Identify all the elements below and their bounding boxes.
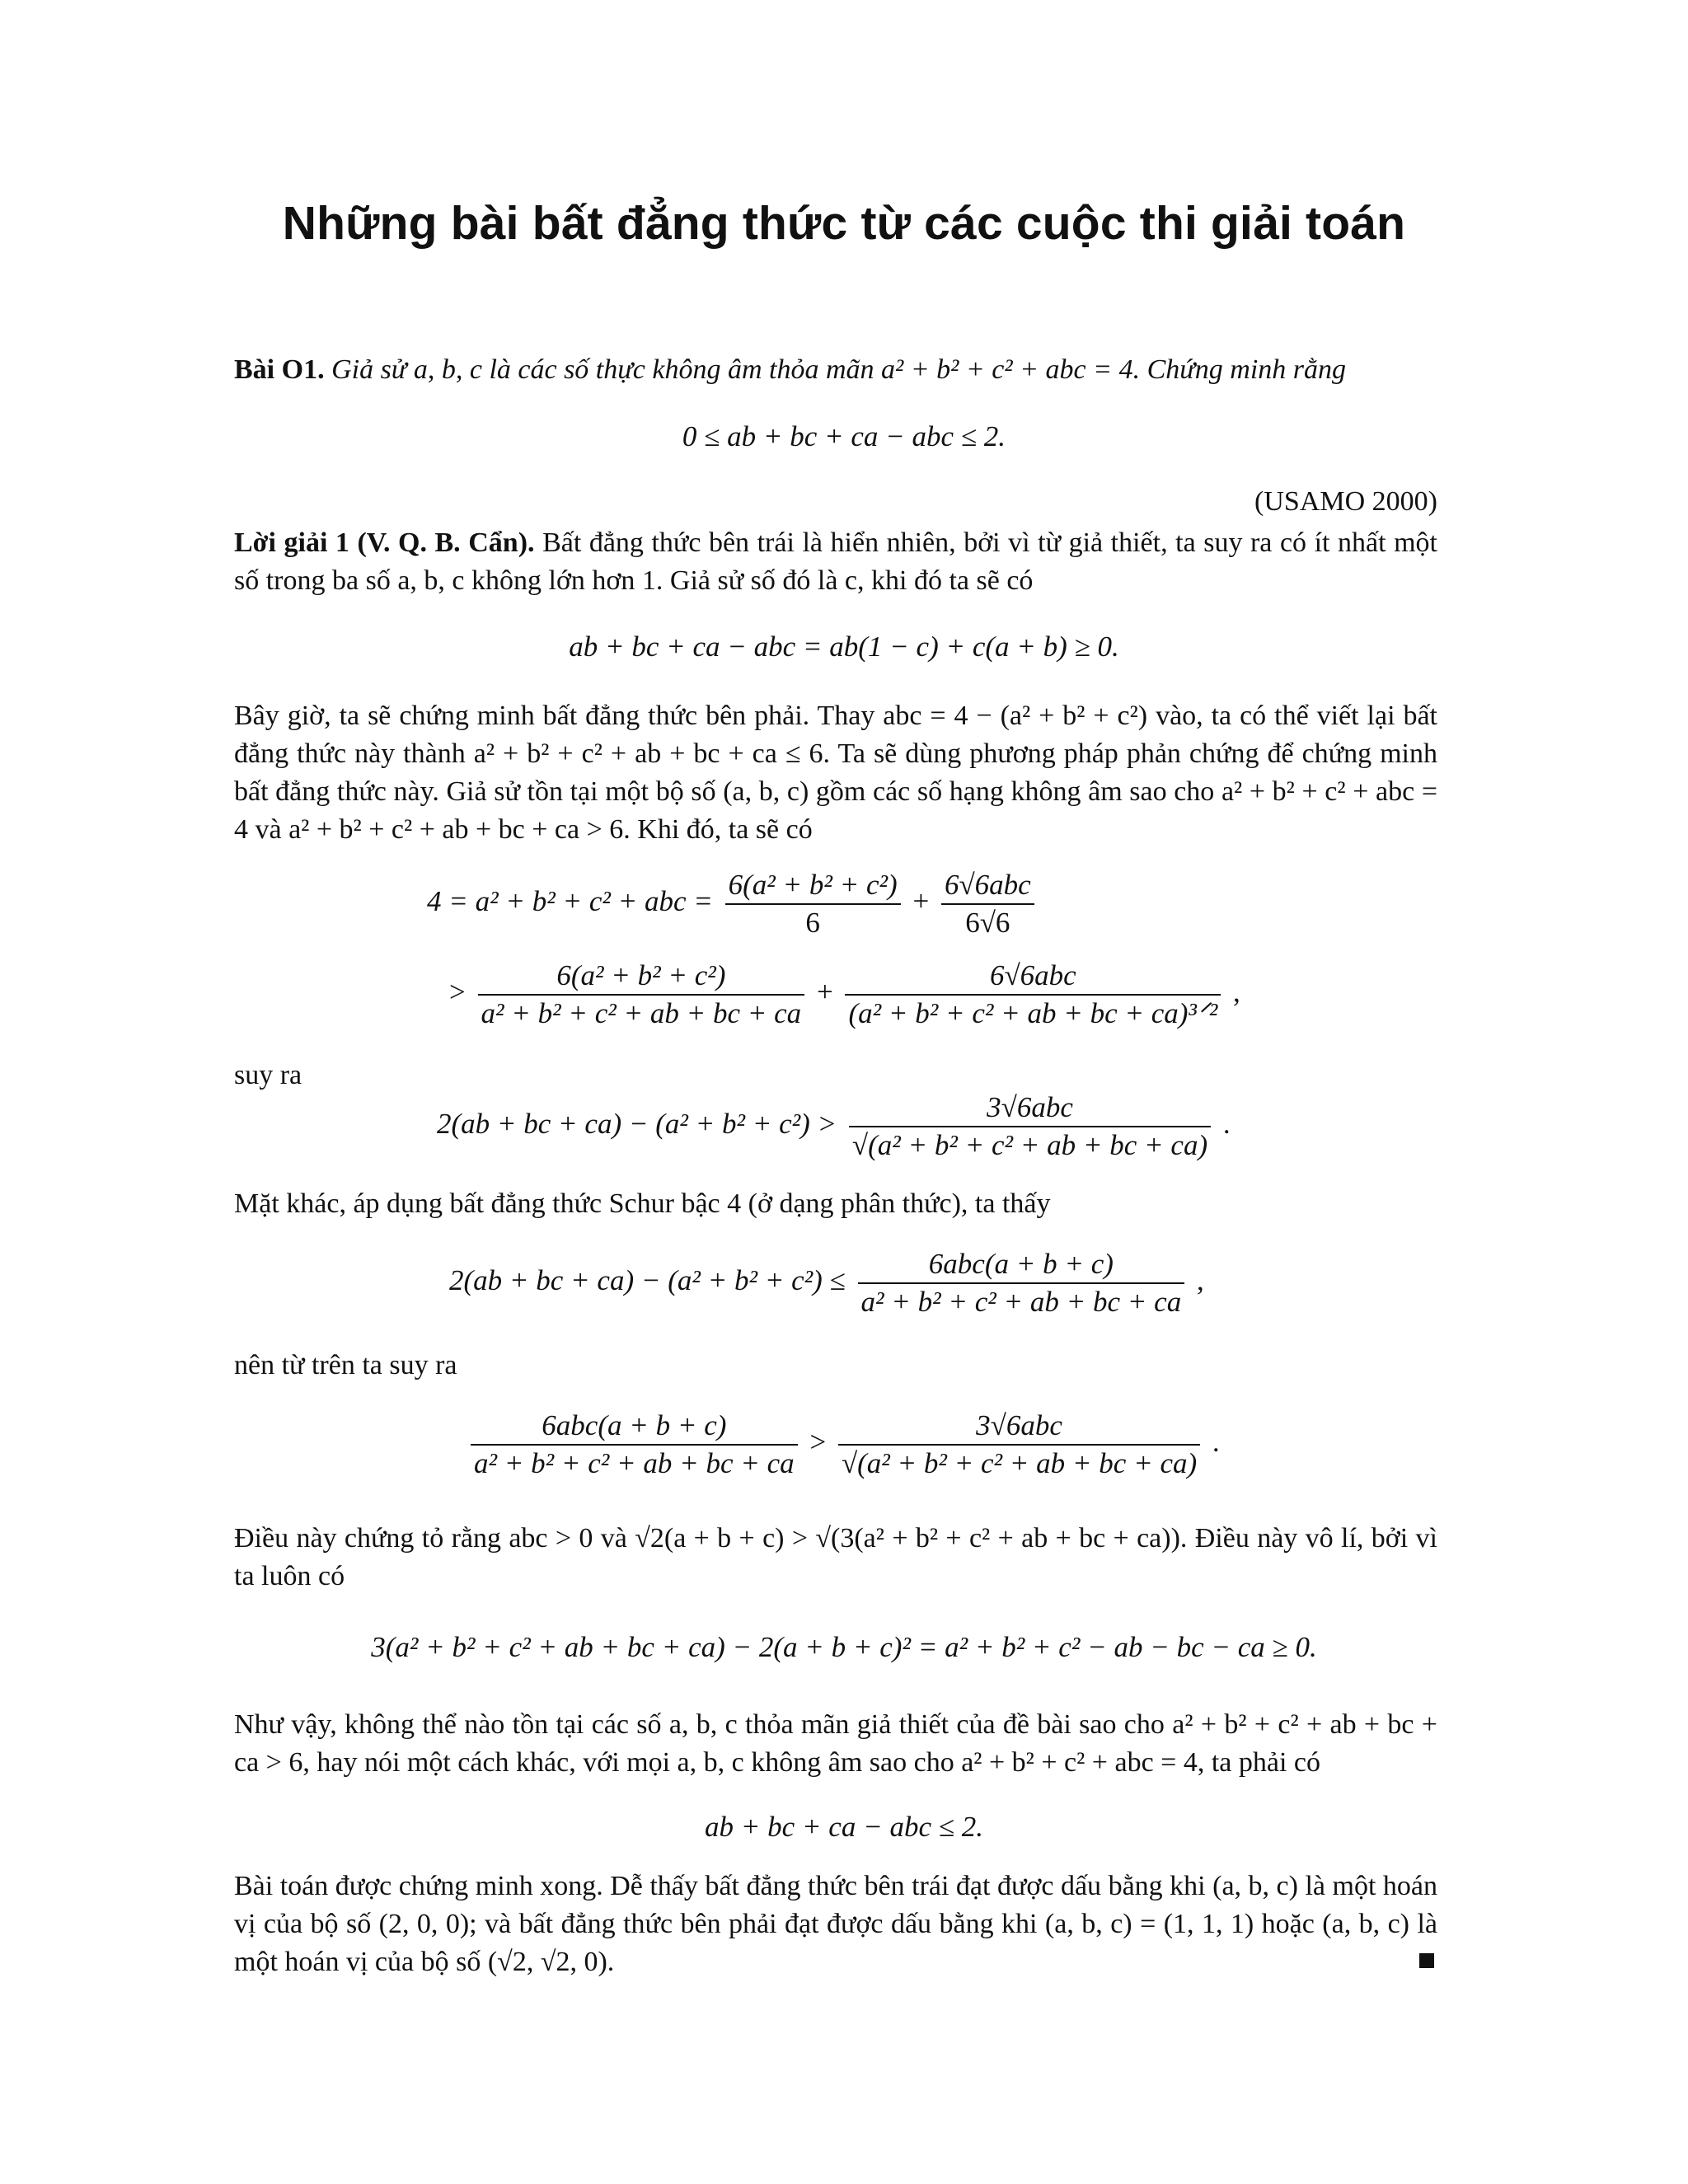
math-l2-tail: , <box>1232 976 1240 1009</box>
math-s1-left: 2(ab + bc + ca) − (a² + b² + c²) > <box>437 1108 837 1141</box>
math-line-1 <box>427 867 1039 941</box>
math-c-num-1: 6abc(a + b + c) <box>471 1408 798 1446</box>
math-c-frac-1 <box>471 1408 798 1482</box>
math-l2-gt: > <box>449 976 466 1009</box>
suy-ra-label: suy ra <box>234 1060 302 1090</box>
math-s1-den: √(a² + b² + c² + ab + bc + ca) <box>851 1129 1208 1161</box>
math-line-3 <box>437 1090 1231 1164</box>
math-l2-f1-num: 6(a² + b² + c²) <box>478 958 805 996</box>
math-l1-left: 4 = a² + b² + c² + abc = <box>427 885 713 918</box>
solution-paragraph-3: Mặt khác, áp dụng bất đẳng thức Schur bậc 4 (ở dạng phân thức), ta thấy <box>234 1188 1051 1219</box>
solution-paragraph-5: Điều này chứng tỏ rằng abc > 0 và √2(a + b + c) > √(3(a² + b² + c² + ab + bc + ca)). Điều này vô lí, bởi vì ta luôn có <box>234 1523 1437 1591</box>
solution-label: Lời giải 1 (V. Q. B. Cẩn). <box>234 527 535 558</box>
math-c-den-2: √(a² + b² + c² + ab + bc + ca) <box>841 1447 1198 1479</box>
problem-text: Giả sử a, b, c là các số thực không âm thỏa mãn a² + b² + c² + abc = 4. Chứng minh rằng <box>331 354 1347 385</box>
math-c-frac-2 <box>838 1408 1200 1482</box>
math-s1-num: 3√6abc <box>849 1090 1211 1127</box>
math-l2-f2-den: (a² + b² + c² + ab + bc + ca)³ᐟ² <box>848 997 1218 1029</box>
math-c-den-1: a² + b² + c² + ab + bc + ca <box>474 1447 795 1479</box>
equation-1: ab + bc + ca − abc = ab(1 − c) + c(a + b) ≥ 0. <box>569 630 1119 663</box>
math-l1-f1-num: 6(a² + b² + c²) <box>725 867 901 905</box>
math-line-compare <box>466 1408 1220 1482</box>
math-l1-plus: + <box>912 885 930 918</box>
math-l2-plus: + <box>816 976 833 1009</box>
math-line-schur <box>449 1246 1204 1320</box>
math-l2-f1-den: a² + b² + c² + ab + bc + ca <box>481 997 802 1029</box>
solution-text-1: Bất đẳng thức bên trái là hiển nhiên, bởi vì từ giả thiết, ta suy ra có ít nhất một số trong ba số a, b, c không lớn hơn 1. Giả sử số đó là c, khi đó ta sẽ có <box>234 527 1437 596</box>
math-schur-den: a² + b² + c² + ab + bc + ca <box>860 1286 1182 1318</box>
solution-paragraph-6: Như vậy, không thể nào tồn tại các số a, b, c thỏa mãn giả thiết của đề bài sao cho a² + b² + c² + ab + bc + ca > 6, hay nói một cách khác, với mọi a, b, c không âm sao cho a² + b² + c² + abc = 4, ta phải có <box>234 1709 1437 1778</box>
math-l1-f2-den: 6√6 <box>965 907 1010 939</box>
page-title: Những bài bất đẳng thức từ các cuộc thi giải toán <box>282 197 1406 250</box>
equation-last: 3(a² + b² + c² + ab + bc + ca) − 2(a + b + c)² = a² + b² + c² − ab − bc − ca ≥ 0. <box>371 1631 1317 1663</box>
math-s1-tail: . <box>1222 1108 1231 1141</box>
math-schur-frac <box>858 1246 1185 1320</box>
solution-paragraph-1 <box>234 524 1437 600</box>
math-l1-f2-num: 6√6abc <box>941 867 1034 905</box>
solution-paragraph-7: Bài toán được chứng minh xong. Dễ thấy bất đẳng thức bên trái đạt được dấu bằng khi (a, b, c) là một hoán vị của bộ số (2, 0, 0); và bất đẳng thức bên phải đạt được dấu bằng khi (a, b, c) = (1, 1, 1) hoặc (a, b, c) là một hoán vị của bộ số (√2, √2, 0). <box>234 1871 1437 1977</box>
math-l1-frac-2 <box>941 867 1034 941</box>
solution-paragraph-2: Bây giờ, ta sẽ chứng minh bất đẳng thức bên phải. Thay abc = 4 − (a² + b² + c²) vào, ta có thể viết lại bất đẳng thức này thành a² + b² + c² + ab + bc + ca ≤ 6. Ta sẽ dùng phương pháp phản chứng để chứng minh bất đẳng thức này. Giả sử tồn tại một bộ số (a, b, c) gồm các số hạng không âm sao cho a² + b² + c² + abc = 4 và a² + b² + c² + ab + bc + ca > 6. Khi đó, ta sẽ có <box>234 701 1437 845</box>
math-l2-frac-1 <box>478 958 805 1032</box>
math-s1-frac <box>849 1090 1211 1164</box>
solution-paragraph-4: nên từ trên ta suy ra <box>234 1350 457 1380</box>
math-l2-f2-num: 6√6abc <box>845 958 1221 996</box>
math-l1-f1-den: 6 <box>805 907 820 939</box>
problem-label: Bài O1. <box>234 354 325 385</box>
math-l2-frac-2 <box>845 958 1221 1032</box>
math-line-2 <box>449 958 1240 1032</box>
math-c-num-2: 3√6abc <box>838 1408 1200 1446</box>
math-schur-num: 6abc(a + b + c) <box>858 1246 1185 1284</box>
math-c-tail: . <box>1212 1426 1220 1459</box>
math-c-gt: > <box>809 1426 827 1459</box>
math-l1-frac-1 <box>725 867 901 941</box>
math-schur-tail: , <box>1196 1264 1204 1297</box>
problem-source: (USAMO 2000) <box>1254 486 1437 517</box>
equation-final: ab + bc + ca − abc ≤ 2. <box>705 1811 983 1843</box>
math-schur-left: 2(ab + bc + ca) − (a² + b² + c²) ≤ <box>449 1264 846 1297</box>
qed-square-icon <box>1419 1953 1434 1968</box>
problem-statement <box>234 351 1437 389</box>
problem-inequality: 0 ≤ ab + bc + ca − abc ≤ 2. <box>682 420 1006 452</box>
